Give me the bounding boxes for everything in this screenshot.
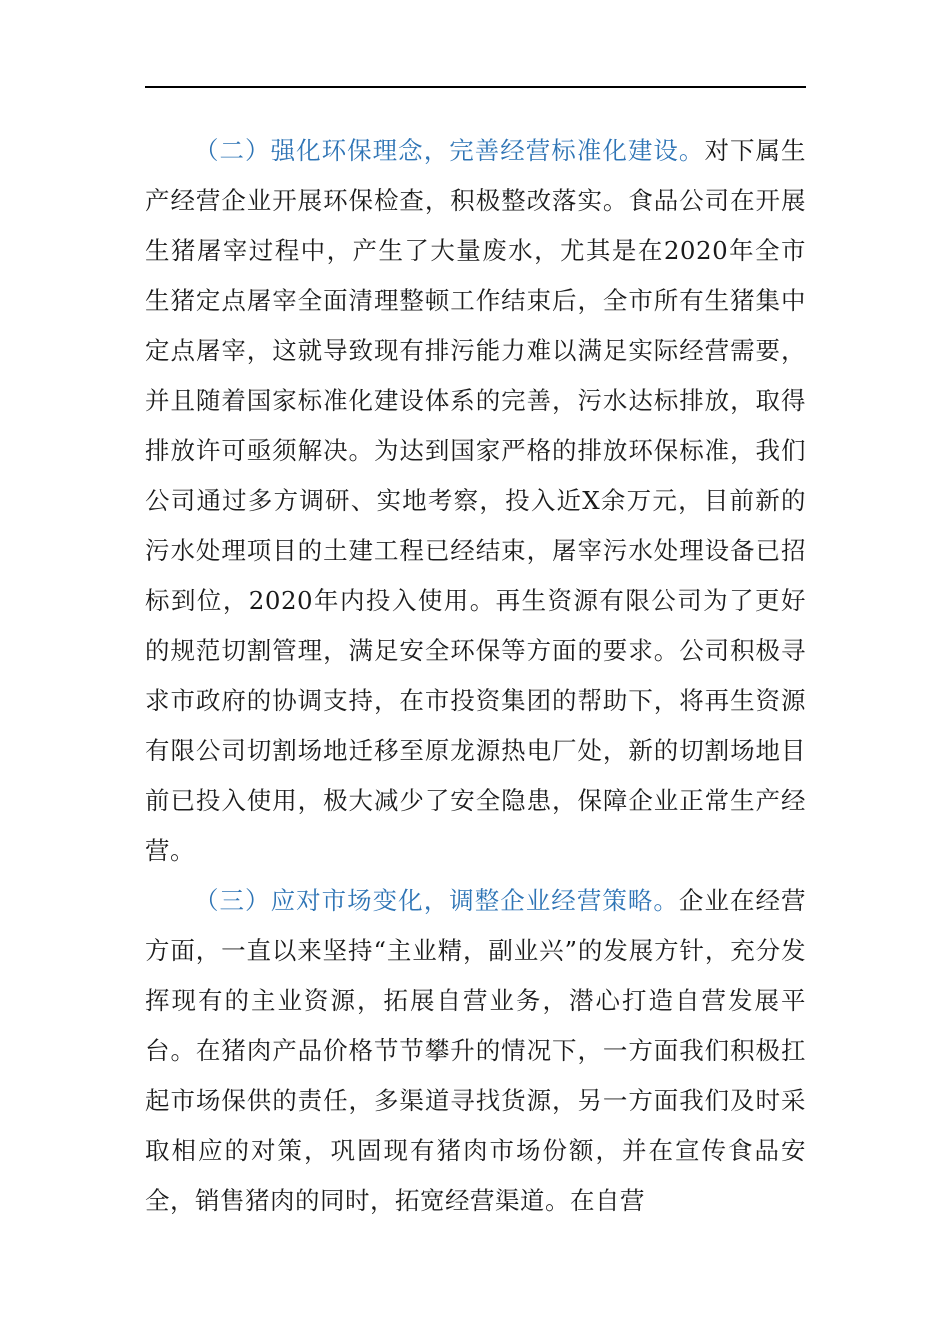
section-heading-3: （三）应对市场变化，调整企业经营策略。 bbox=[194, 886, 679, 915]
section-heading-2: （二）强化环保理念，完善经营标准化建设。 bbox=[194, 136, 705, 165]
header-rule bbox=[145, 86, 806, 88]
paragraph-section-3 bbox=[145, 876, 806, 1226]
paragraph-section-2 bbox=[145, 126, 806, 876]
section-body-2: 对下属生产经营企业开展环保检查，积极整改落实。食品公司在开展生猪屠宰过程中，产生了大量废水，尤其是在2020年全市生猪定点屠宰全面清理整顿工作结束后，全市所有生猪集中定点屠宰，这就导致现有排污能力难以满足实际经营需要，并且随着国家标准化建设体系的完善，污水达标排放，取得排放许可亟须解决。为达到国家严格的排放环保标准，我们公司通过多方调研、实地考察，投入近X余万元，目前新的污水处理项目的土建工程已经结束，屠宰污水处理设备已招标到位，2020年内投入使用。再生资源有限公司为了更好的规范切割管理，满足安全环保等方面的要求。公司积极寻求市政府的协调支持，在市投资集团的帮助下，将再生资源有限公司切割场地迁移至原龙源热电厂处，新的切割场地目前已投入使用，极大减少了安全隐患，保障企业正常生产经营。 bbox=[145, 136, 807, 865]
document-body bbox=[145, 126, 806, 1226]
section-body-3: 企业在经营方面，一直以来坚持“主业精，副业兴”的发展方针，充分发挥现有的主业资源，拓展自营业务，潜心打造自营发展平台。在猪肉产品价格节节攀升的情况下，一方面我们积极扛起市场保供的责任，多渠道寻找货源，另一方面我们及时采取相应的对策，巩固现有猪肉市场份额，并在宣传食品安全，销售猪肉的同时，拓宽经营渠道。在自营 bbox=[145, 886, 807, 1215]
